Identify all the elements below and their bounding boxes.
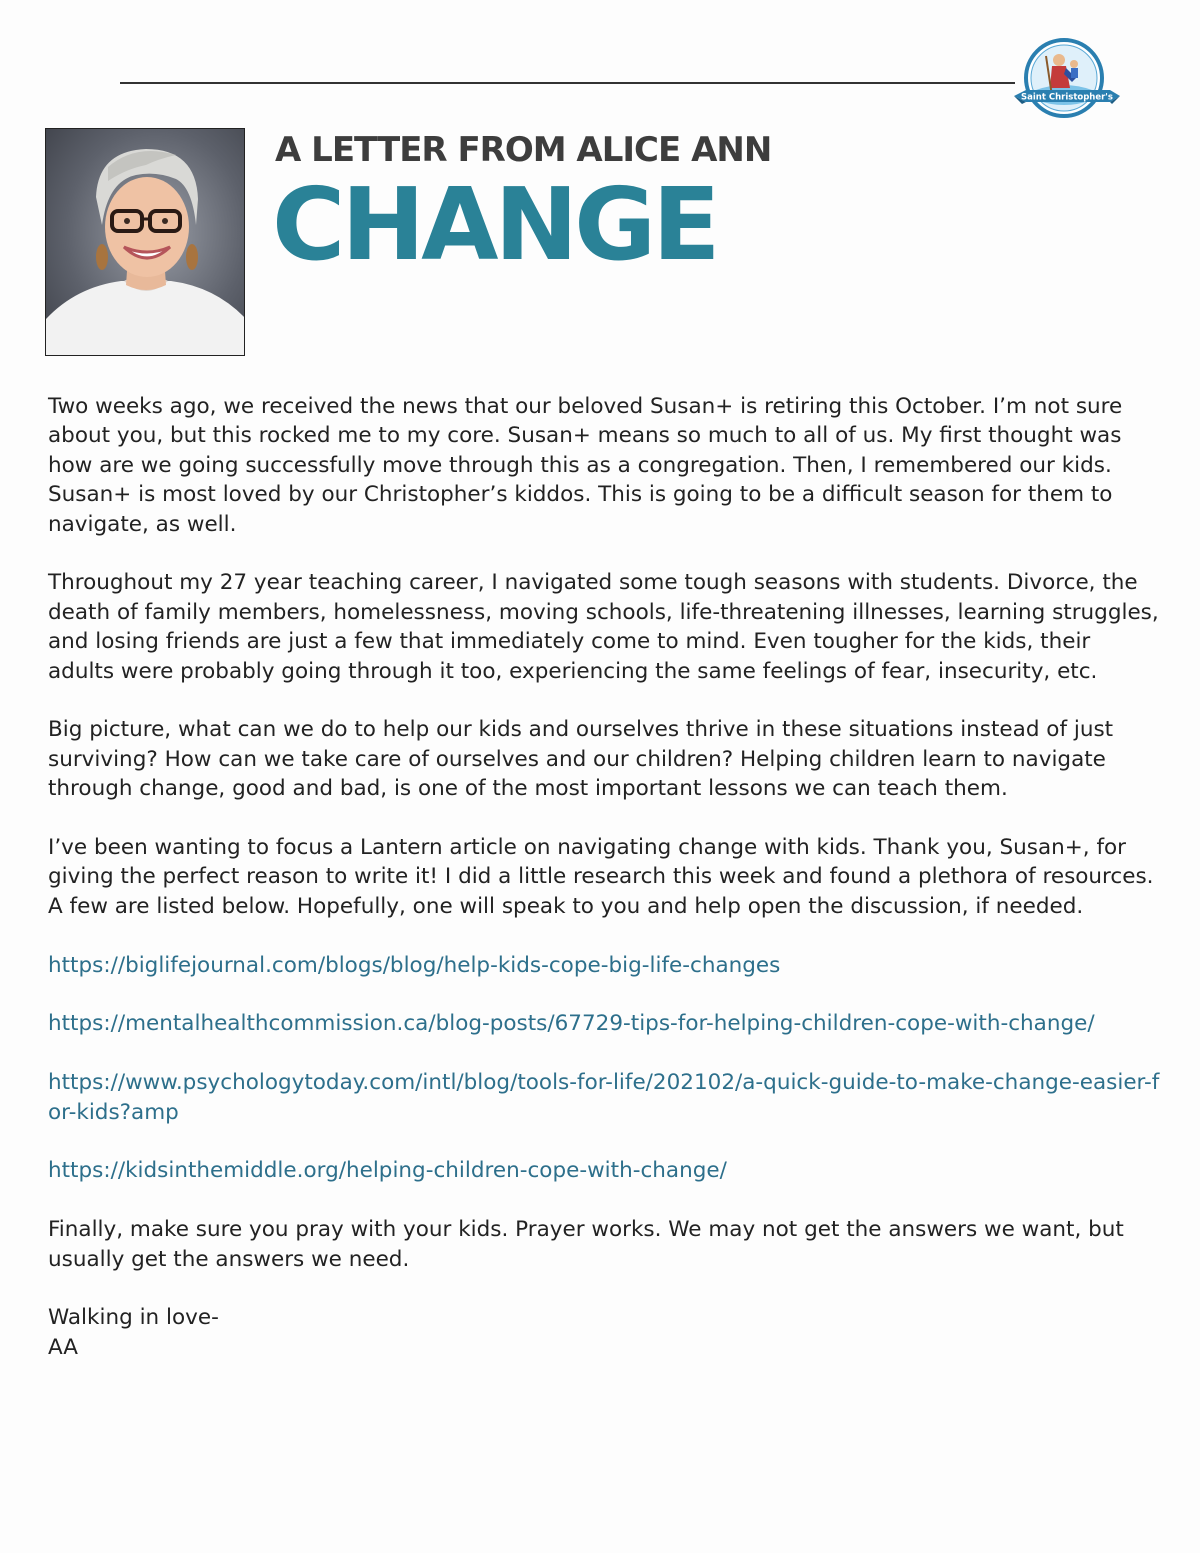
- letter-body: [48, 392, 1163, 1362]
- saint-christophers-logo: [1012, 38, 1122, 122]
- letter-kicker: A LETTER FROM ALICE ANN: [275, 130, 772, 170]
- resource-link[interactable]: https://kidsinthemiddle.org/helping-children-cope-with-change/: [48, 1158, 727, 1184]
- resource-item: [48, 951, 1163, 980]
- closing-paragraph: Finally, make sure you pray with your kids. Prayer works. We may not get the answers we want, but usually get the answers we need.: [48, 1217, 1124, 1272]
- paragraph: I’ve been wanting to focus a Lantern article on navigating change with kids. Thank you, Susan+, for giving the perfect reason to write it! I did a little research this week and found a plethora of resources. A few are listed below. Hopefully, one will speak to you and help open the discussion, if needed.: [48, 835, 1154, 919]
- paragraph: Throughout my 27 year teaching career, I navigated some tough seasons with students. Divorce, the death of family members, homelessness, moving schools, life-threatening illnesses, learning struggles, and losing friends are just a few that immediately come to mind. Even tougher for the kids, their adults were probably going through it too, experiencing the same feelings of fear, insecurity, etc.: [48, 570, 1159, 684]
- resource-item: [48, 1068, 1163, 1127]
- logo-wordmark: Saint Christopher's: [1021, 92, 1113, 103]
- resource-link[interactable]: https://biglifejournal.com/blogs/blog/help-kids-cope-big-life-changes: [48, 952, 781, 978]
- paragraph: Big picture, what can we do to help our kids and ourselves thrive in these situations instead of just surviving? How can we take care of ourselves and our children? Helping children learn to navigate through change, good and bad, is one of the most important lessons we can teach them.: [48, 717, 1114, 802]
- signoff-initials: AA: [48, 1334, 79, 1360]
- resource-link[interactable]: https://www.psychologytoday.com/intl/blog/tools-for-life/202102/a-quick-guide-to-make-change-easier-for-kids?amp: [48, 1070, 1160, 1125]
- resource-item: [48, 1156, 1163, 1185]
- resource-item: [48, 1009, 1163, 1038]
- page-title: CHANGE: [272, 166, 717, 283]
- signoff-line: Walking in love-: [48, 1305, 219, 1331]
- paragraph: Two weeks ago, we received the news that our beloved Susan+ is retiring this October. I’m not sure about you, but this rocked me to my core. Susan+ means so much to all of us. My first thought was how are we going successfully move through this as a congregation. Then, I remembered our kids. Susan+ is most loved by our Christopher’s kiddos. This is going to be a difficult season for them to navigate, as well.: [48, 394, 1123, 537]
- header-rule: [120, 82, 1015, 84]
- resource-link[interactable]: https://mentalhealthcommission.ca/blog-posts/67729-tips-for-helping-children-cope-with-change/: [48, 1011, 1095, 1037]
- portrait-photo: [45, 128, 245, 356]
